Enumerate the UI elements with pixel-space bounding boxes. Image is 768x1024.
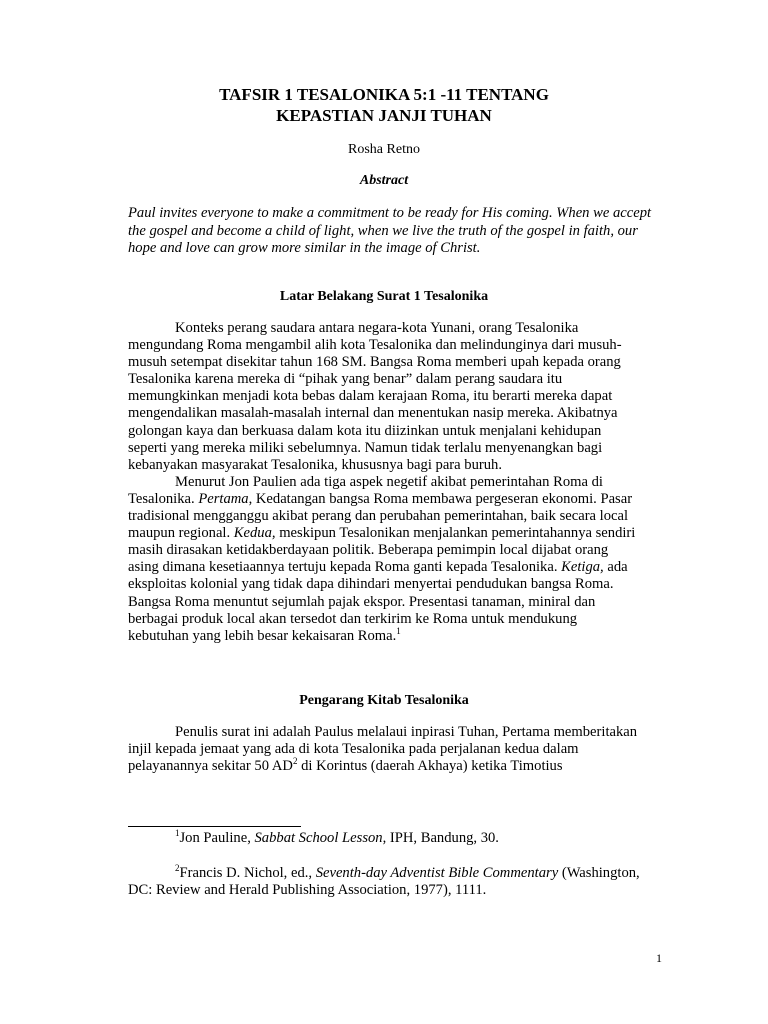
footnote-1-text-b: , IPH, Bandung, 30. bbox=[382, 830, 499, 846]
footnote-2 bbox=[128, 862, 640, 900]
paragraph-1: Konteks perang saudara antara negara-kota Yunani, orang Tesalonika mengundang Roma mengambil alih kota Tesalonika dan melindunginya dari musuh- musuh setempat disekitar tahun 168 SM. Bangsa Roma memberi upah kepada orang Tesalonika karena mereka di “pihak yang benar” dalam perang saudara itu memungkinkan menjadi kota bebas dalam kerajaan Roma, itu berarti mereka dapat mengendalikan masalah-masalah internal dan menentukan nasip mereka. Akibatnya golongan kaya dan berkuasa dalam kota itu diizinkan untuk menjalani kehidupan seperti yang mereka miliki sebelumnya. Namun tidak terlalu menyenangkan bagi kebanyakan masyarakat Tesalonika, khususnya bagi para buruh. bbox=[128, 320, 622, 473]
paragraph-3-text-a: Penulis surat ini adalah Paulus melalaui inpirasi Tuhan, Pertama memberitakan injil kepada jemaat yang ada di kota Tesalonika pada perjalanan kedua dalam pelayanannya sekitar 50 AD bbox=[128, 724, 638, 775]
footnote-1-number: 1 bbox=[175, 828, 180, 839]
paragraph-2-text-d: ada eksploitas kolonial yang tidak dapa dihindari menyertai pendudukan bangsa Roma. Bangsa Roma menuntut sejumlah pajak ekspor. Presentasi tanaman, miniral dan berbagai produk local akan tersedot dan terkirim ke Roma untuk mendukung kebutuhan yang lebih besar kekaisaran Roma. bbox=[128, 559, 628, 644]
emphasis-kedua: Kedua, bbox=[233, 525, 276, 542]
section-heading-pengarang: Pengarang Kitab Tesalonika bbox=[299, 693, 469, 708]
title-line-1: TAFSIR 1 TESALONIKA 5:1 -11 TENTANG bbox=[219, 85, 549, 104]
footnote-2-text-a: Francis D. Nichol, ed., bbox=[179, 864, 316, 881]
footnote-ref-2: 2 bbox=[292, 756, 298, 767]
author-name: Rosha Retno bbox=[348, 142, 420, 157]
footnote-1-title: Sabbat School Lesson bbox=[254, 830, 383, 846]
paragraph-2-text-a: Menurut Jon Paulien ada tiga aspek negetif akibat pemerintahan Roma di Tesalonika. bbox=[128, 473, 603, 507]
section-body-latar-belakang bbox=[128, 320, 640, 645]
title-line-2: KEPASTIAN JANJI TUHAN bbox=[276, 106, 492, 125]
footnote-2-number: 2 bbox=[175, 862, 180, 873]
abstract-heading: Abstract bbox=[359, 173, 409, 188]
footnote-separator bbox=[128, 826, 301, 827]
footnote-1 bbox=[128, 830, 640, 848]
emphasis-ketiga: Ketiga, bbox=[561, 559, 604, 576]
emphasis-pertama: Pertama bbox=[198, 490, 249, 507]
paragraph-3-text-b: di Korintus (daerah Akhaya) ketika Timotius bbox=[297, 758, 563, 775]
document-title bbox=[0, 84, 768, 126]
footnote-ref-1: 1 bbox=[396, 625, 401, 636]
footnote-2-title: Seventh-day Adventist Bible Commentary bbox=[315, 864, 559, 881]
footnotes bbox=[128, 830, 640, 917]
footnote-1-text-a: Jon Pauline, bbox=[179, 830, 255, 846]
paragraph-3 bbox=[128, 724, 640, 775]
footnote-2-text-b: (Washington, DC: Review and Herald Publishing Association, 1977), 1111. bbox=[128, 864, 640, 898]
paragraph-2-text-c: meskipun Tesalonikan menjalankan pemerintahannya sendiri masih dirasakan ketidakberdayaan politik. Beberapa pemimpin local dijabat orang asing dimana kesetiaannya tertuju kepada Roma ganti kepada Tesalonika. bbox=[128, 525, 636, 576]
abstract-text: Paul invites everyone to make a commitment to be ready for His coming. When we accept the gospel and become a child of light, when we live the truth of the gospel in faith, our hope and love can grow more similar in the image of Christ. bbox=[128, 205, 652, 256]
paragraph-2-text-b: , Kedatangan bangsa Roma membawa pergeseran ekonomi. Pasar tradisional mengganggu akibat perang dan perubahan pemerintahan, baik secara local maupun regional. bbox=[128, 490, 633, 542]
section-body-pengarang bbox=[128, 724, 640, 775]
page-number: 1 bbox=[656, 951, 662, 965]
section-heading-latar-belakang: Latar Belakang Surat 1 Tesalonika bbox=[279, 289, 489, 304]
paragraph-2 bbox=[128, 474, 640, 645]
